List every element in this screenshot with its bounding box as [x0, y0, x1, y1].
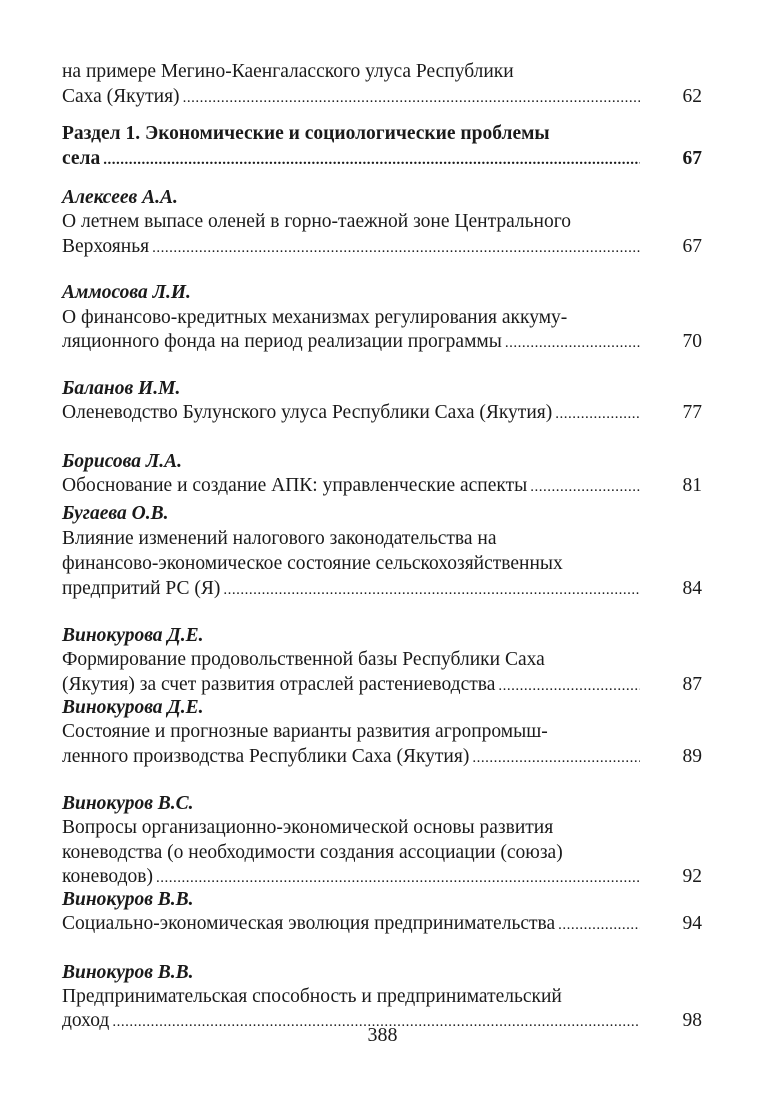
- title-text: Саха (Якутия): [62, 86, 180, 107]
- entry-title-line: О летнем выпасе оленей в горно-таежной зоне Центрального: [62, 211, 571, 232]
- page-number: 388: [367, 1024, 398, 1046]
- page-ref: 89: [682, 746, 702, 767]
- entry-title-line: [62, 401, 702, 425]
- section-title-line: [62, 122, 702, 146]
- dot-leader: [103, 148, 640, 172]
- entry-title-line: Предпринимательская способность и предпринимательский: [62, 986, 562, 1007]
- page-ref: 81: [682, 475, 702, 496]
- dot-leader: [156, 866, 640, 890]
- page-ref: 70: [682, 331, 702, 352]
- dot-leader: [505, 331, 640, 355]
- title-text: Верхоянья: [62, 236, 150, 257]
- page-ref: 62: [682, 86, 702, 107]
- dot-leader: [558, 913, 640, 937]
- title-text: коневодов): [62, 866, 153, 887]
- title-text: Обоснование и создание АПК: управленческие аспекты: [62, 475, 528, 496]
- entry-author: Аммосова Л.И.: [62, 282, 191, 303]
- entry-author: Винокурова Д.Е.: [62, 697, 204, 718]
- entry-title-line: [62, 865, 702, 889]
- page-ref: 77: [682, 402, 702, 423]
- dot-leader: [472, 746, 640, 770]
- page-ref: 94: [682, 913, 702, 934]
- entry-title-line: [62, 745, 702, 769]
- entry-author: Винокуров В.В.: [62, 962, 194, 983]
- entry-title-line: Вопросы организационно-экономической основы развития: [62, 817, 554, 838]
- section-title-text: Раздел 1. Экономические и социологические проблемы: [62, 123, 550, 144]
- entry-title-line: Состояние и прогнозные варианты развития агропромыш-: [62, 721, 548, 742]
- title-text: Оленеводство Булунского улуса Республики Саха (Якутия): [62, 402, 553, 423]
- entry-title-line: О финансово-кредитных механизмах регулирования аккуму-: [62, 307, 568, 328]
- page-ref: 67: [682, 148, 702, 169]
- entry-title-line: Формирование продовольственной базы Республики Саха: [62, 649, 545, 670]
- dot-leader: [223, 578, 640, 602]
- section-title-text: села: [62, 148, 101, 169]
- title-text: Социально-экономическая эволюция предпринимательства: [62, 913, 556, 934]
- title-text: предпритий РС (Я): [62, 578, 221, 599]
- entry-title-line: финансово-экономическое состояние сельскохозяйственных: [62, 553, 563, 574]
- entry-author: Винокуров В.В.: [62, 889, 194, 910]
- title-text: ленного производства Республики Саха (Якутия): [62, 746, 470, 767]
- title-text: на примере Мегино-Каенгаласского улуса Республики: [62, 61, 514, 82]
- entry-title-line: [62, 912, 702, 936]
- entry-author: Винокурова Д.Е.: [62, 625, 204, 646]
- section-title-line: [62, 147, 702, 171]
- entry-title-line: Влияние изменений налогового законодательства на: [62, 528, 497, 549]
- entry-title-line: [62, 577, 702, 601]
- entry-title-line: [62, 330, 702, 354]
- entry-title-line: [62, 673, 702, 697]
- page-ref: 98: [682, 1010, 702, 1031]
- title-text: ляционного фонда на период реализации программы: [62, 331, 502, 352]
- dot-leader: [498, 674, 640, 698]
- title-text: (Якутия) за счет развития отраслей растениеводства: [62, 674, 496, 695]
- page-ref: 67: [682, 236, 702, 257]
- entry-title-line: [62, 60, 702, 84]
- page-ref: 92: [682, 866, 702, 887]
- entry-author: Борисова Л.А.: [62, 451, 182, 472]
- page-ref: 87: [682, 674, 702, 695]
- dot-leader: [183, 86, 640, 110]
- page-ref: 84: [682, 578, 702, 599]
- dot-leader: [530, 475, 640, 499]
- entry-author: Баланов И.М.: [62, 378, 181, 399]
- entry-author: Алексеев А.А.: [62, 187, 178, 208]
- title-text: доход: [62, 1010, 110, 1031]
- entry-title-line: [62, 474, 702, 498]
- entry-title-line: [62, 235, 702, 259]
- entry-title-line: [62, 85, 702, 109]
- dot-leader: [152, 236, 640, 260]
- dot-leader: [555, 402, 640, 426]
- entry-author: Винокуров В.С.: [62, 793, 194, 814]
- entry-author: Бугаева О.В.: [62, 503, 169, 524]
- entry-title-line: коневодства (о необходимости создания ассоциации (союза): [62, 842, 563, 863]
